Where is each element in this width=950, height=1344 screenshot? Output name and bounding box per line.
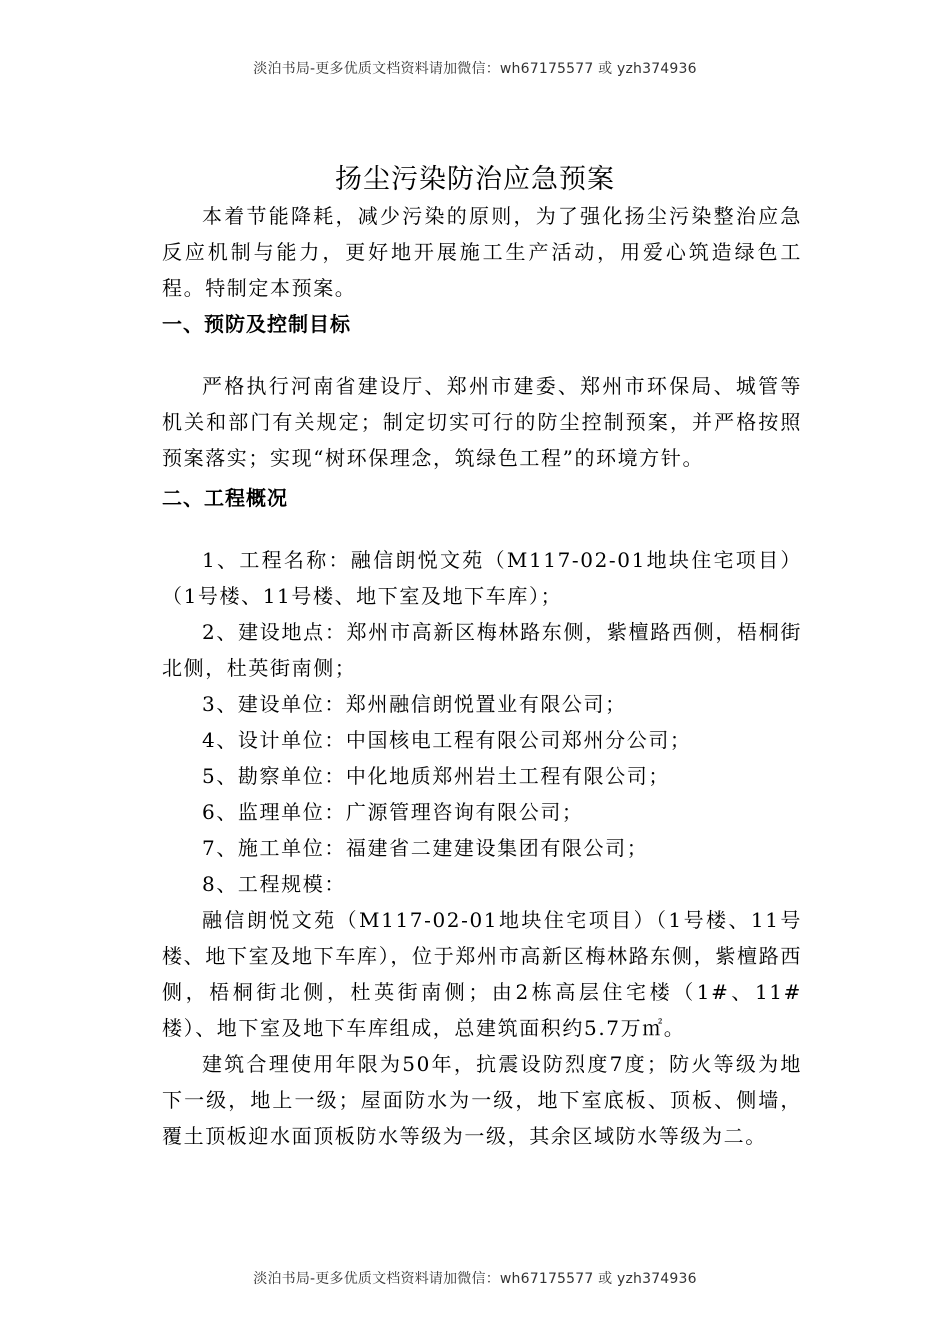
section-heading-prevention-goals: 一、预防及控制目标 [162,312,351,336]
list-item-location: 2、建设地点：郑州市高新区梅林路东侧，紫檀路西侧，梧桐街北侧，杜英街南侧； [162,620,802,680]
list-item-contractor: 7、施工单位：福建省二建建设集团有限公司； [202,836,649,860]
intro-paragraph: 本着节能降耗，减少污染的原则，为了强化扬尘污染整治应急反应机制与能力，更好地开展施工生产活动，用爱心筑造绿色工程。特制定本预案。 [162,204,802,300]
list-item-supervisor: 6、监理单位：广源管理咨询有限公司； [202,800,584,824]
list-item-designer: 4、设计单位：中国核电工程有限公司郑州分公司； [202,728,692,752]
document-title: 扬尘污染防治应急预案 [335,164,615,195]
list-item-project-name: 1、工程名称：融信朗悦文苑（M117-02-01地块住宅项目）（1号楼、11号楼、地下室及地下车库）； [162,548,802,608]
footer-watermark-note: 淡泊书局-更多优质文档资料请加微信：wh67175577 或 yzh374936 [253,1271,697,1287]
section-heading-project-overview: 二、工程概况 [162,486,288,510]
scale-description-paragraph: 融信朗悦文苑（M117-02-01地块住宅项目）（1号楼、11号楼、地下室及地下车库），位于郑州市高新区梅林路东侧，紫檀路西侧，梧桐街北侧，杜英街南侧；由2栋高层住宅楼（1#、11#楼）、地下室及地下车库组成，总建筑面积约5.7万㎡。 [162,908,802,1040]
design-standards-paragraph: 建筑合理使用年限为50年，抗震设防烈度7度；防火等级为地下一级，地上一级；屋面防水为一级，地下室底板、顶板、侧墙，覆土顶板迎水面顶板防水等级为一级，其余区域防水等级为二。 [162,1052,802,1148]
project-overview-list [162,542,802,902]
list-item-scale: 8、工程规模： [202,872,346,896]
list-item-surveyor: 5、勘察单位：中化地质郑州岩土工程有限公司； [202,764,670,788]
document-body [162,198,802,1154]
section-1-paragraph: 严格执行河南省建设厅、郑州市建委、郑州市环保局、城管等机关和部门有关规定；制定切实可行的防尘控制预案，并严格按照预案落实；实现“树环保理念，筑绿色工程”的环境方针。 [162,374,802,470]
header-watermark-note: 淡泊书局-更多优质文档资料请加微信：wh67175577 或 yzh374936 [253,61,697,77]
list-item-owner: 3、建设单位：郑州融信朗悦置业有限公司； [202,692,627,716]
